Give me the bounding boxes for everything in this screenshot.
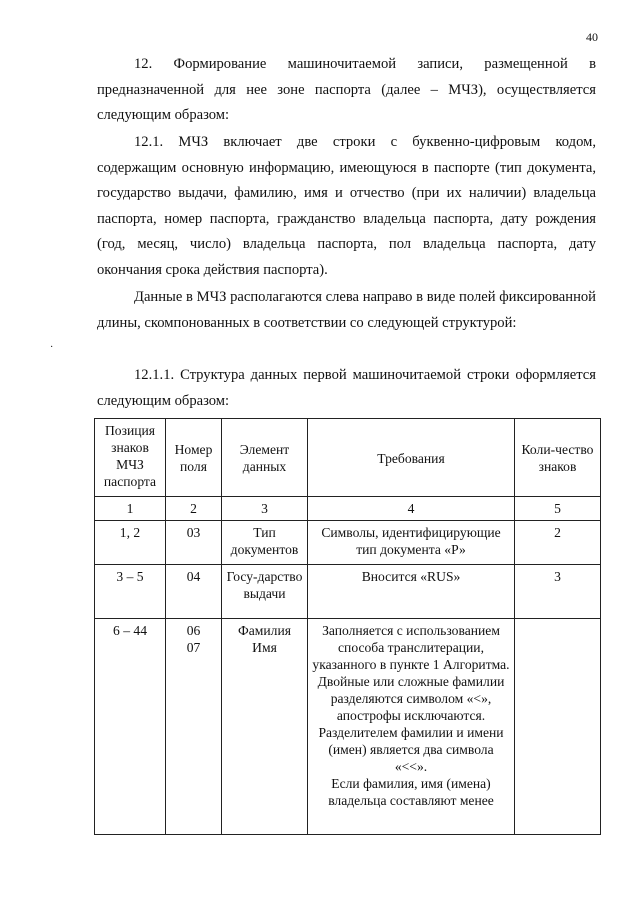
scan-speck: ·: [50, 342, 54, 353]
header-data-element: Элемент данных: [222, 419, 308, 497]
header-positions: Позиция знаков МЧЗ паспорта: [95, 419, 166, 497]
paragraph-12-1: [97, 130, 596, 284]
cell-positions: 6 – 44: [95, 619, 166, 835]
field-number-name: 07: [186, 640, 201, 655]
paragraph-text: 12.1. МЧЗ включает две строки с буквенно-цифровым кодом, содержащим основную информацию, имеющуюся в паспорте (тип документа, государство выдачи, фамилию, имя и отчество (при их наличии) владельца паспорта, номер паспорта, гражданство владельца паспорта, дату рождения (год, месяц, число) владельца паспорта, пол владельца паспорта, дату окончания срока действия паспорта).: [97, 134, 596, 278]
cell-positions: 3 – 5: [95, 565, 166, 619]
table-row: [95, 521, 601, 565]
paragraph-12: [97, 52, 596, 129]
requirement-line: Разделителем фамилии и имени (имен) является два символа «<<».: [318, 725, 504, 774]
cell-data-element: Госу-дарство выдачи: [222, 565, 308, 619]
paragraph-12-1-1: [97, 363, 596, 414]
column-number: 3: [222, 497, 308, 521]
cell-char-count: 3: [515, 565, 601, 619]
cell-positions: 1, 2: [95, 521, 166, 565]
cell-field-number: 03: [166, 521, 222, 565]
requirement-line: Двойные или сложные фамилии разделяются символом «<», апострофы исключаются.: [317, 674, 505, 723]
table-row: [95, 565, 601, 619]
requirement-line: Заполняется с использованием способа транслитерации, указанного в пункте 1 Алгоритма.: [312, 623, 510, 672]
cell-char-count: [515, 619, 601, 835]
cell-field-number: 04: [166, 565, 222, 619]
header-requirements: Требования: [308, 419, 515, 497]
cell-field-number: [166, 619, 222, 835]
element-surname: Фамилия: [238, 623, 291, 638]
column-number: 2: [166, 497, 222, 521]
cell-requirements: [308, 619, 515, 835]
page-number: 40: [586, 30, 598, 44]
cell-requirements: Вносится «RUS»: [308, 565, 515, 619]
cell-requirements: Символы, идентифицирующие тип документа «Р»: [308, 521, 515, 565]
cell-data-element: Тип документов: [222, 521, 308, 565]
column-number: 5: [515, 497, 601, 521]
field-number-surname: 06: [186, 623, 201, 638]
column-number: 1: [95, 497, 166, 521]
header-field-number: Номер поля: [166, 419, 222, 497]
mrz-structure-table: [94, 418, 601, 835]
column-number: 4: [308, 497, 515, 521]
paragraph-text: 12.1.1. Структура данных первой машиночитаемой строки оформляется следующим образом:: [97, 367, 596, 409]
header-char-count: Коли-чество знаков: [515, 419, 601, 497]
paragraph-text: Данные в МЧЗ располагаются слева направо в виде полей фиксированной длины, скомпонованных в соответствии со следующей структурой:: [97, 289, 596, 331]
cell-char-count: 2: [515, 521, 601, 565]
table-column-number-row: [95, 497, 601, 521]
table-header-row: [95, 419, 601, 497]
element-name: Имя: [252, 640, 277, 655]
table-row: [95, 619, 601, 835]
requirement-line: Если фамилия, имя (имена) владельца составляют менее: [328, 776, 494, 808]
cell-data-element: [222, 619, 308, 835]
paragraph-text: 12. Формирование машиночитаемой записи, размещенной в предназначенной для нее зоне паспорта (далее – МЧЗ), осуществляется следующим образом:: [97, 56, 596, 124]
paragraph-data-layout: [97, 285, 596, 336]
